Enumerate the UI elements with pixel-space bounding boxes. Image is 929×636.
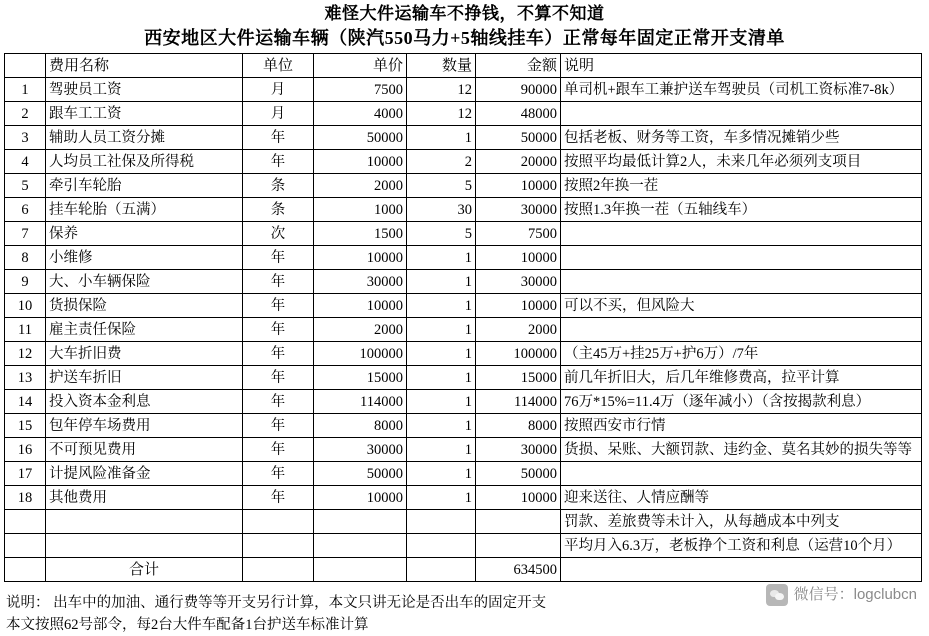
cell-index: 8: [5, 246, 46, 270]
cell-name: 大、小车辆保险: [46, 270, 243, 294]
cell-amount: 15000: [476, 366, 561, 390]
cell-qty: 1: [407, 126, 476, 150]
cell-amount: 10000: [476, 174, 561, 198]
table-row: [5, 222, 922, 246]
cell-name: 护送车折旧: [46, 366, 243, 390]
cell-name: 包年停车场费用: [46, 414, 243, 438]
cell-name: 投入资本金利息: [46, 390, 243, 414]
cell-price: 10000: [314, 486, 407, 510]
cell-price: 2000: [314, 174, 407, 198]
cell-amount: [476, 510, 561, 534]
cell-note: 单司机+跟车工兼护送车驾驶员（司机工资标准7-8k）: [561, 78, 922, 102]
page-subtitle: 西安地区大件运输车辆（陕汽550马力+5轴线挂车）正常每年固定正常开支清单: [144, 28, 785, 48]
table-row: [5, 486, 922, 510]
cell-extra-note: 平均月入6.3万，老板挣个工资和利息（运营10个月）: [561, 534, 922, 558]
cell-price: 100000: [314, 342, 407, 366]
cell-qty: 1: [407, 438, 476, 462]
cell-qty: 1: [407, 414, 476, 438]
table-row: [5, 174, 922, 198]
cell-qty: [407, 534, 476, 558]
table-row: [5, 414, 922, 438]
cell-name: 其他费用: [46, 486, 243, 510]
table-row: [5, 462, 922, 486]
cell-note: 包括老板、财务等工资，车多情况摊销少些: [561, 126, 922, 150]
header-index: [5, 54, 46, 78]
cell-name: 牵引车轮胎: [46, 174, 243, 198]
cell-price: 15000: [314, 366, 407, 390]
cell-name: 货损保险: [46, 294, 243, 318]
table-row: [5, 126, 922, 150]
cell-note: 迎来送往、人情应酬等: [561, 486, 922, 510]
cell-unit: 次: [243, 222, 314, 246]
cell-qty: 1: [407, 270, 476, 294]
cell-amount: 7500: [476, 222, 561, 246]
total-blank-2: [243, 558, 314, 582]
total-blank-3: [314, 558, 407, 582]
table-row-extra-note: [5, 534, 922, 558]
cell-price: 10000: [314, 150, 407, 174]
cell-index: 17: [5, 462, 46, 486]
cell-unit: [243, 510, 314, 534]
cell-price: [314, 534, 407, 558]
cell-note: [561, 462, 922, 486]
table-body: [5, 78, 922, 582]
cell-index: [5, 534, 46, 558]
cell-index: 2: [5, 102, 46, 126]
cell-name: [46, 534, 243, 558]
cell-name: 人均员工社保及所得税: [46, 150, 243, 174]
cell-index: 4: [5, 150, 46, 174]
cell-price: 30000: [314, 438, 407, 462]
footer-line-1: 说明： 出车中的加油、通行费等等开支另行计算，本文只讲无论是否出车的固定开支: [6, 595, 547, 611]
table-row: [5, 342, 922, 366]
cell-note: （主45万+挂25万+护6万）/7年: [561, 342, 922, 366]
footer-notes: [4, 586, 925, 636]
cell-index: 9: [5, 270, 46, 294]
cell-index: 1: [5, 78, 46, 102]
cell-amount: 30000: [476, 438, 561, 462]
cell-note: [561, 318, 922, 342]
total-amount: 634500: [476, 558, 561, 582]
cell-index: 6: [5, 198, 46, 222]
table-row: [5, 390, 922, 414]
table-row: [5, 246, 922, 270]
cell-qty: 5: [407, 222, 476, 246]
table-total-row: [5, 558, 922, 582]
cell-index: 18: [5, 486, 46, 510]
cell-index: 16: [5, 438, 46, 462]
cell-price: 8000: [314, 414, 407, 438]
cell-note: 76万*15%=11.4万（逐年减小）（含按揭款利息）: [561, 390, 922, 414]
table-row: [5, 150, 922, 174]
table-row: [5, 366, 922, 390]
table-header-row: [5, 54, 922, 78]
cell-qty: 1: [407, 462, 476, 486]
cell-name: 计提风险准备金: [46, 462, 243, 486]
cell-unit: 年: [243, 486, 314, 510]
cell-amount: 50000: [476, 462, 561, 486]
cell-qty: 1: [407, 366, 476, 390]
total-note: [561, 558, 922, 582]
cell-price: 7500: [314, 78, 407, 102]
cell-price: [314, 510, 407, 534]
cell-index: 11: [5, 318, 46, 342]
footer-line-2: 本文按照62号部令，每2台大件车配备1台护送车标准计算: [6, 617, 369, 633]
cell-qty: 1: [407, 390, 476, 414]
cell-name: 挂车轮胎（五满）: [46, 198, 243, 222]
cell-qty: 1: [407, 246, 476, 270]
cell-price: 1500: [314, 222, 407, 246]
cell-price: 50000: [314, 462, 407, 486]
cell-index: 5: [5, 174, 46, 198]
cell-note: [561, 222, 922, 246]
cell-qty: 1: [407, 294, 476, 318]
cell-unit: 年: [243, 270, 314, 294]
cell-amount: 30000: [476, 270, 561, 294]
cell-unit: 年: [243, 390, 314, 414]
cell-amount: 50000: [476, 126, 561, 150]
cell-unit: 年: [243, 414, 314, 438]
table-row: [5, 438, 922, 462]
cell-index: 15: [5, 414, 46, 438]
table-header: [5, 54, 922, 78]
cell-unit: 年: [243, 246, 314, 270]
cell-amount: 48000: [476, 102, 561, 126]
cell-name: 雇主责任保险: [46, 318, 243, 342]
cell-price: 10000: [314, 246, 407, 270]
header-qty: 数量: [407, 54, 476, 78]
table-row: [5, 318, 922, 342]
cell-unit: 条: [243, 198, 314, 222]
total-label: 合计: [46, 558, 243, 582]
cell-note: 按照西安市行情: [561, 414, 922, 438]
cell-note: 按照平均最低计算2人，未来几年必须列支项目: [561, 150, 922, 174]
cell-qty: 2: [407, 150, 476, 174]
cell-unit: 年: [243, 150, 314, 174]
cell-index: 13: [5, 366, 46, 390]
cell-note: 前几年折旧大，后几年维修费高，拉平计算: [561, 366, 922, 390]
cell-note: [561, 270, 922, 294]
cell-qty: 12: [407, 78, 476, 102]
cell-name: 跟车工工资: [46, 102, 243, 126]
wechat-icon: [766, 584, 788, 606]
table-row-extra-note: [5, 510, 922, 534]
table-row: [5, 102, 922, 126]
cell-note: [561, 246, 922, 270]
cell-name: 保养: [46, 222, 243, 246]
watermark: [766, 584, 917, 606]
cell-index: 7: [5, 222, 46, 246]
cell-amount: 90000: [476, 78, 561, 102]
cell-qty: 1: [407, 342, 476, 366]
cell-amount: 10000: [476, 246, 561, 270]
cell-qty: 1: [407, 318, 476, 342]
cell-qty: 12: [407, 102, 476, 126]
cell-name: 小维修: [46, 246, 243, 270]
cell-price: 4000: [314, 102, 407, 126]
cell-unit: 条: [243, 174, 314, 198]
cell-price: 2000: [314, 318, 407, 342]
cell-name: 驾驶员工资: [46, 78, 243, 102]
cell-price: 50000: [314, 126, 407, 150]
cell-price: 10000: [314, 294, 407, 318]
cell-index: 10: [5, 294, 46, 318]
cell-unit: 年: [243, 126, 314, 150]
cell-index: 3: [5, 126, 46, 150]
header-amount: 金额: [476, 54, 561, 78]
cell-index: 12: [5, 342, 46, 366]
cell-qty: 1: [407, 486, 476, 510]
table-row: [5, 294, 922, 318]
cell-qty: 30: [407, 198, 476, 222]
cell-amount: 30000: [476, 198, 561, 222]
cell-extra-note: 罚款、差旅费等未计入，从每趟成本中列支: [561, 510, 922, 534]
cell-index: 14: [5, 390, 46, 414]
total-blank-4: [407, 558, 476, 582]
cell-note: 货损、呆账、大额罚款、违约金、莫名其妙的损失等等: [561, 438, 922, 462]
cell-index: [5, 510, 46, 534]
header-price: 单价: [314, 54, 407, 78]
cell-amount: 114000: [476, 390, 561, 414]
header-note: 说明: [561, 54, 922, 78]
table-row: [5, 198, 922, 222]
header-name: 费用名称: [46, 54, 243, 78]
cell-name: [46, 510, 243, 534]
cell-unit: 月: [243, 102, 314, 126]
expense-table: [4, 53, 922, 582]
cell-price: 30000: [314, 270, 407, 294]
cell-qty: [407, 510, 476, 534]
total-blank-1: [5, 558, 46, 582]
cell-unit: 月: [243, 78, 314, 102]
cell-note: 可以不买，但风险大: [561, 294, 922, 318]
table-row: [5, 270, 922, 294]
cell-unit: 年: [243, 438, 314, 462]
cell-unit: 年: [243, 318, 314, 342]
watermark-text: 微信号：logclubcn: [793, 586, 917, 603]
cell-note: 按照1.3年换一茬（五轴线车）: [561, 198, 922, 222]
cell-qty: 5: [407, 174, 476, 198]
cell-price: 1000: [314, 198, 407, 222]
cell-amount: 2000: [476, 318, 561, 342]
header-unit: 单位: [243, 54, 314, 78]
cell-name: 大车折旧费: [46, 342, 243, 366]
cell-note: 按照2年换一茬: [561, 174, 922, 198]
cell-name: 不可预见费用: [46, 438, 243, 462]
cell-price: 114000: [314, 390, 407, 414]
cell-unit: 年: [243, 342, 314, 366]
cell-note: [561, 102, 922, 126]
cell-unit: [243, 534, 314, 558]
table-row: [5, 78, 922, 102]
cell-name: 辅助人员工资分摊: [46, 126, 243, 150]
cell-amount: 10000: [476, 486, 561, 510]
cell-unit: 年: [243, 366, 314, 390]
cell-amount: 20000: [476, 150, 561, 174]
cell-amount: 10000: [476, 294, 561, 318]
cell-amount: [476, 534, 561, 558]
cell-unit: 年: [243, 462, 314, 486]
cell-amount: 100000: [476, 342, 561, 366]
page-title: 难怪大件运输车不挣钱，不算不知道: [324, 4, 605, 23]
cell-unit: 年: [243, 294, 314, 318]
cell-amount: 8000: [476, 414, 561, 438]
